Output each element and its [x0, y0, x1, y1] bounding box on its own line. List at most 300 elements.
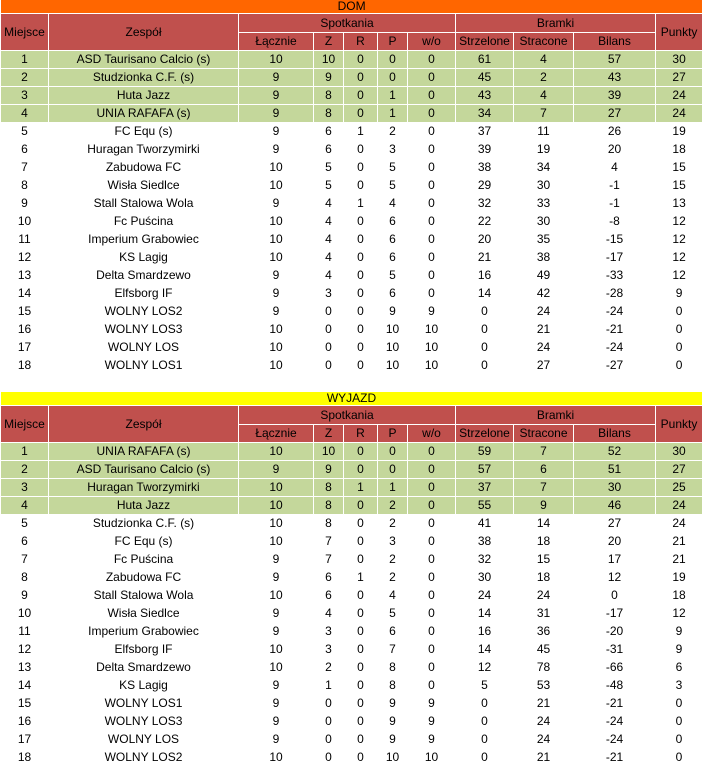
cell-wins: 4 — [314, 267, 344, 285]
table-row — [1, 195, 702, 213]
cell-balance: -21 — [574, 321, 656, 339]
cell-balance: -1 — [574, 177, 656, 195]
cell-conceded: 7 — [514, 443, 574, 461]
cell-points: 15 — [656, 177, 702, 195]
col-header-points: Punkty — [656, 14, 702, 51]
cell-points: 12 — [656, 267, 702, 285]
cell-losses: 5 — [378, 267, 408, 285]
cell-wins: 4 — [314, 231, 344, 249]
cell-walkover: 0 — [408, 497, 456, 515]
cell-place: 10 — [1, 605, 49, 623]
table-row — [1, 695, 702, 713]
cell-conceded: 24 — [514, 731, 574, 749]
cell-wins: 4 — [314, 195, 344, 213]
cell-balance: -15 — [574, 231, 656, 249]
col-header-scored: Strzelone — [456, 425, 514, 443]
cell-team: FC Equ (s) — [49, 533, 239, 551]
cell-team: FC Equ (s) — [49, 123, 239, 141]
cell-conceded: 53 — [514, 677, 574, 695]
cell-scored: 41 — [456, 515, 514, 533]
cell-place: 15 — [1, 303, 49, 321]
cell-wins: 6 — [314, 141, 344, 159]
table-row — [1, 497, 702, 515]
cell-balance: -1 — [574, 195, 656, 213]
table-row — [1, 123, 702, 141]
cell-points: 0 — [656, 357, 702, 375]
cell-balance: 12 — [574, 569, 656, 587]
cell-losses: 0 — [378, 461, 408, 479]
cell-wins: 10 — [314, 51, 344, 69]
cell-team: UNIA RAFAFA (s) — [49, 105, 239, 123]
cell-draws: 0 — [344, 551, 378, 569]
cell-team: Fc Puścina — [49, 213, 239, 231]
cell-wins: 10 — [314, 443, 344, 461]
cell-total: 9 — [239, 677, 314, 695]
col-header-goals: Bramki — [456, 14, 656, 33]
cell-place: 5 — [1, 515, 49, 533]
cell-team: WOLNY LOS — [49, 339, 239, 357]
cell-balance: 20 — [574, 141, 656, 159]
cell-scored: 0 — [456, 357, 514, 375]
col-header-balance: Bilans — [574, 33, 656, 51]
cell-losses: 4 — [378, 587, 408, 605]
cell-team: WOLNY LOS1 — [49, 695, 239, 713]
cell-place: 3 — [1, 87, 49, 105]
cell-walkover: 9 — [408, 713, 456, 731]
cell-place: 9 — [1, 587, 49, 605]
table-row — [1, 551, 702, 569]
cell-draws: 0 — [344, 695, 378, 713]
cell-draws: 0 — [344, 605, 378, 623]
cell-place: 17 — [1, 731, 49, 749]
cell-losses: 9 — [378, 713, 408, 731]
cell-team: Studzionka C.F. (s) — [49, 69, 239, 87]
cell-team: Delta Smardzewo — [49, 659, 239, 677]
cell-team: KS Lagig — [49, 677, 239, 695]
cell-draws: 0 — [344, 321, 378, 339]
cell-losses: 2 — [378, 123, 408, 141]
cell-wins: 0 — [314, 713, 344, 731]
cell-points: 18 — [656, 141, 702, 159]
cell-walkover: 0 — [408, 587, 456, 605]
cell-team: Fc Puścina — [49, 551, 239, 569]
cell-wins: 9 — [314, 461, 344, 479]
cell-wins: 6 — [314, 569, 344, 587]
cell-draws: 1 — [344, 195, 378, 213]
cell-place: 12 — [1, 641, 49, 659]
cell-team: Wisła Siedlce — [49, 605, 239, 623]
cell-losses: 9 — [378, 695, 408, 713]
cell-losses: 2 — [378, 551, 408, 569]
cell-balance: 26 — [574, 123, 656, 141]
table-row — [1, 605, 702, 623]
cell-balance: 27 — [574, 105, 656, 123]
cell-balance: 39 — [574, 87, 656, 105]
cell-wins: 8 — [314, 105, 344, 123]
cell-points: 24 — [656, 105, 702, 123]
table-row — [1, 141, 702, 159]
cell-points: 0 — [656, 339, 702, 357]
cell-walkover: 0 — [408, 659, 456, 677]
cell-draws: 0 — [344, 51, 378, 69]
cell-losses: 6 — [378, 623, 408, 641]
cell-conceded: 18 — [514, 569, 574, 587]
cell-losses: 3 — [378, 533, 408, 551]
col-header-draws: R — [344, 425, 378, 443]
cell-total: 9 — [239, 605, 314, 623]
cell-wins: 6 — [314, 123, 344, 141]
cell-walkover: 0 — [408, 479, 456, 497]
cell-place: 4 — [1, 105, 49, 123]
cell-scored: 12 — [456, 659, 514, 677]
cell-losses: 10 — [378, 321, 408, 339]
away-title-row — [1, 392, 702, 406]
cell-draws: 0 — [344, 159, 378, 177]
cell-draws: 0 — [344, 641, 378, 659]
cell-conceded: 27 — [514, 357, 574, 375]
col-header-draws: R — [344, 33, 378, 51]
cell-total: 9 — [239, 713, 314, 731]
cell-scored: 39 — [456, 141, 514, 159]
cell-scored: 37 — [456, 479, 514, 497]
cell-balance: 46 — [574, 497, 656, 515]
cell-points: 0 — [656, 321, 702, 339]
cell-total: 10 — [239, 159, 314, 177]
cell-points: 9 — [656, 623, 702, 641]
col-header-losses: P — [378, 33, 408, 51]
cell-balance: 0 — [574, 587, 656, 605]
cell-conceded: 45 — [514, 641, 574, 659]
table-row — [1, 677, 702, 695]
table-row — [1, 533, 702, 551]
cell-balance: -17 — [574, 249, 656, 267]
table-row — [1, 267, 702, 285]
home-table-title: DOM — [1, 0, 702, 14]
col-header-team: Zespół — [49, 406, 239, 443]
cell-losses: 1 — [378, 479, 408, 497]
cell-balance: -21 — [574, 749, 656, 767]
cell-draws: 0 — [344, 231, 378, 249]
cell-points: 0 — [656, 731, 702, 749]
cell-team: Elfsborg IF — [49, 641, 239, 659]
cell-losses: 5 — [378, 159, 408, 177]
cell-wins: 0 — [314, 357, 344, 375]
cell-points: 21 — [656, 551, 702, 569]
cell-conceded: 38 — [514, 249, 574, 267]
cell-walkover: 0 — [408, 213, 456, 231]
cell-points: 0 — [656, 303, 702, 321]
cell-draws: 0 — [344, 749, 378, 767]
away-table-title: WYJAZD — [1, 392, 702, 406]
cell-place: 6 — [1, 141, 49, 159]
cell-losses: 9 — [378, 731, 408, 749]
cell-scored: 0 — [456, 713, 514, 731]
cell-conceded: 4 — [514, 87, 574, 105]
cell-walkover: 0 — [408, 69, 456, 87]
cell-place: 7 — [1, 551, 49, 569]
cell-total: 10 — [239, 659, 314, 677]
cell-walkover: 0 — [408, 123, 456, 141]
cell-losses: 0 — [378, 443, 408, 461]
cell-total: 10 — [239, 749, 314, 767]
cell-balance: 51 — [574, 461, 656, 479]
cell-balance: 20 — [574, 533, 656, 551]
table-row — [1, 587, 702, 605]
cell-balance: -48 — [574, 677, 656, 695]
cell-walkover: 0 — [408, 623, 456, 641]
cell-scored: 0 — [456, 321, 514, 339]
col-header-total: Łącznie — [239, 425, 314, 443]
cell-wins: 8 — [314, 515, 344, 533]
cell-losses: 0 — [378, 51, 408, 69]
cell-conceded: 7 — [514, 479, 574, 497]
cell-walkover: 0 — [408, 605, 456, 623]
cell-wins: 5 — [314, 159, 344, 177]
cell-scored: 43 — [456, 87, 514, 105]
col-header-conceded: Stracone — [514, 33, 574, 51]
cell-points: 25 — [656, 479, 702, 497]
cell-walkover: 0 — [408, 551, 456, 569]
cell-wins: 0 — [314, 303, 344, 321]
cell-walkover: 0 — [408, 533, 456, 551]
cell-scored: 30 — [456, 569, 514, 587]
cell-scored: 32 — [456, 195, 514, 213]
cell-draws: 0 — [344, 267, 378, 285]
cell-walkover: 0 — [408, 195, 456, 213]
cell-points: 19 — [656, 123, 702, 141]
cell-wins: 4 — [314, 213, 344, 231]
cell-wins: 7 — [314, 551, 344, 569]
cell-team: Wisła Siedlce — [49, 177, 239, 195]
cell-conceded: 33 — [514, 195, 574, 213]
cell-draws: 0 — [344, 87, 378, 105]
cell-team: Delta Smardzewo — [49, 267, 239, 285]
cell-total: 10 — [239, 641, 314, 659]
cell-draws: 1 — [344, 479, 378, 497]
cell-balance: -31 — [574, 641, 656, 659]
cell-scored: 16 — [456, 267, 514, 285]
cell-losses: 1 — [378, 87, 408, 105]
cell-total: 9 — [239, 123, 314, 141]
cell-draws: 0 — [344, 105, 378, 123]
cell-losses: 1 — [378, 105, 408, 123]
cell-losses: 6 — [378, 285, 408, 303]
cell-team: Zabudowa FC — [49, 569, 239, 587]
cell-losses: 10 — [378, 339, 408, 357]
cell-losses: 3 — [378, 141, 408, 159]
cell-losses: 8 — [378, 677, 408, 695]
cell-wins: 2 — [314, 659, 344, 677]
table-row — [1, 87, 702, 105]
cell-losses: 9 — [378, 303, 408, 321]
cell-walkover: 0 — [408, 87, 456, 105]
cell-conceded: 78 — [514, 659, 574, 677]
cell-total: 10 — [239, 533, 314, 551]
cell-place: 7 — [1, 159, 49, 177]
cell-scored: 0 — [456, 303, 514, 321]
cell-walkover: 9 — [408, 303, 456, 321]
cell-place: 6 — [1, 533, 49, 551]
table-row — [1, 659, 702, 677]
cell-team: WOLNY LOS3 — [49, 321, 239, 339]
cell-points: 12 — [656, 249, 702, 267]
home-table-section — [0, 0, 702, 375]
table-row — [1, 731, 702, 749]
cell-place: 14 — [1, 677, 49, 695]
table-row — [1, 303, 702, 321]
cell-place: 5 — [1, 123, 49, 141]
cell-team: Huta Jazz — [49, 497, 239, 515]
cell-points: 15 — [656, 159, 702, 177]
cell-walkover: 10 — [408, 339, 456, 357]
cell-place: 3 — [1, 479, 49, 497]
cell-losses: 5 — [378, 605, 408, 623]
table-row — [1, 569, 702, 587]
cell-losses: 2 — [378, 515, 408, 533]
col-header-team: Zespół — [49, 14, 239, 51]
cell-walkover: 0 — [408, 569, 456, 587]
col-header-walkover: w/o — [408, 33, 456, 51]
cell-conceded: 21 — [514, 695, 574, 713]
cell-total: 10 — [239, 321, 314, 339]
cell-total: 10 — [239, 587, 314, 605]
cell-balance: 52 — [574, 443, 656, 461]
cell-points: 9 — [656, 285, 702, 303]
col-header-place: Miejsce — [1, 14, 49, 51]
cell-walkover: 0 — [408, 231, 456, 249]
table-row — [1, 339, 702, 357]
cell-team: Imperium Grabowiec — [49, 623, 239, 641]
cell-balance: 30 — [574, 479, 656, 497]
cell-points: 12 — [656, 231, 702, 249]
cell-losses: 10 — [378, 749, 408, 767]
cell-draws: 0 — [344, 443, 378, 461]
cell-place: 18 — [1, 357, 49, 375]
table-row — [1, 641, 702, 659]
cell-walkover: 0 — [408, 677, 456, 695]
cell-draws: 0 — [344, 497, 378, 515]
cell-conceded: 18 — [514, 533, 574, 551]
cell-wins: 0 — [314, 731, 344, 749]
table-row — [1, 105, 702, 123]
col-header-total: Łącznie — [239, 33, 314, 51]
cell-team: Huta Jazz — [49, 87, 239, 105]
cell-draws: 0 — [344, 177, 378, 195]
cell-scored: 0 — [456, 339, 514, 357]
cell-walkover: 0 — [408, 641, 456, 659]
cell-total: 9 — [239, 195, 314, 213]
cell-losses: 6 — [378, 249, 408, 267]
cell-conceded: 19 — [514, 141, 574, 159]
cell-total: 9 — [239, 731, 314, 749]
cell-place: 10 — [1, 213, 49, 231]
cell-wins: 9 — [314, 69, 344, 87]
cell-scored: 14 — [456, 641, 514, 659]
col-header-points: Punkty — [656, 406, 702, 443]
cell-draws: 0 — [344, 623, 378, 641]
table-row — [1, 285, 702, 303]
cell-total: 10 — [239, 231, 314, 249]
cell-walkover: 0 — [408, 443, 456, 461]
cell-conceded: 21 — [514, 749, 574, 767]
cell-scored: 59 — [456, 443, 514, 461]
cell-conceded: 35 — [514, 231, 574, 249]
table-row — [1, 479, 702, 497]
table-row — [1, 213, 702, 231]
cell-place: 11 — [1, 623, 49, 641]
cell-balance: -33 — [574, 267, 656, 285]
cell-draws: 0 — [344, 515, 378, 533]
cell-wins: 0 — [314, 695, 344, 713]
cell-conceded: 14 — [514, 515, 574, 533]
cell-place: 8 — [1, 177, 49, 195]
col-header-wins: Z — [314, 425, 344, 443]
cell-balance: 57 — [574, 51, 656, 69]
cell-scored: 14 — [456, 605, 514, 623]
cell-conceded: 6 — [514, 461, 574, 479]
cell-losses: 4 — [378, 195, 408, 213]
home-title-row — [1, 0, 702, 14]
cell-walkover: 10 — [408, 357, 456, 375]
cell-scored: 37 — [456, 123, 514, 141]
cell-conceded: 24 — [514, 303, 574, 321]
cell-wins: 3 — [314, 641, 344, 659]
cell-total: 9 — [239, 461, 314, 479]
cell-conceded: 49 — [514, 267, 574, 285]
cell-walkover: 0 — [408, 141, 456, 159]
cell-points: 9 — [656, 641, 702, 659]
away-table-section — [0, 392, 702, 767]
cell-conceded: 30 — [514, 177, 574, 195]
cell-losses: 2 — [378, 497, 408, 515]
cell-team: UNIA RAFAFA (s) — [49, 443, 239, 461]
table-row — [1, 443, 702, 461]
cell-total: 10 — [239, 357, 314, 375]
cell-scored: 24 — [456, 587, 514, 605]
cell-balance: -24 — [574, 339, 656, 357]
cell-place: 11 — [1, 231, 49, 249]
col-header-wins: Z — [314, 33, 344, 51]
cell-points: 24 — [656, 497, 702, 515]
cell-draws: 0 — [344, 339, 378, 357]
cell-wins: 8 — [314, 497, 344, 515]
table-row — [1, 357, 702, 375]
cell-total: 10 — [239, 51, 314, 69]
cell-balance: 43 — [574, 69, 656, 87]
cell-losses: 8 — [378, 659, 408, 677]
cell-points: 27 — [656, 69, 702, 87]
table-row — [1, 515, 702, 533]
cell-team: Elfsborg IF — [49, 285, 239, 303]
cell-wins: 8 — [314, 479, 344, 497]
cell-points: 0 — [656, 749, 702, 767]
table-row — [1, 623, 702, 641]
cell-wins: 0 — [314, 339, 344, 357]
cell-team: WOLNY LOS — [49, 731, 239, 749]
cell-wins: 6 — [314, 587, 344, 605]
cell-wins: 3 — [314, 285, 344, 303]
cell-balance: 17 — [574, 551, 656, 569]
cell-scored: 45 — [456, 69, 514, 87]
cell-draws: 0 — [344, 141, 378, 159]
cell-conceded: 36 — [514, 623, 574, 641]
cell-losses: 7 — [378, 641, 408, 659]
cell-conceded: 24 — [514, 339, 574, 357]
cell-scored: 32 — [456, 551, 514, 569]
cell-scored: 0 — [456, 695, 514, 713]
cell-team: Stall Stalowa Wola — [49, 195, 239, 213]
cell-wins: 1 — [314, 677, 344, 695]
